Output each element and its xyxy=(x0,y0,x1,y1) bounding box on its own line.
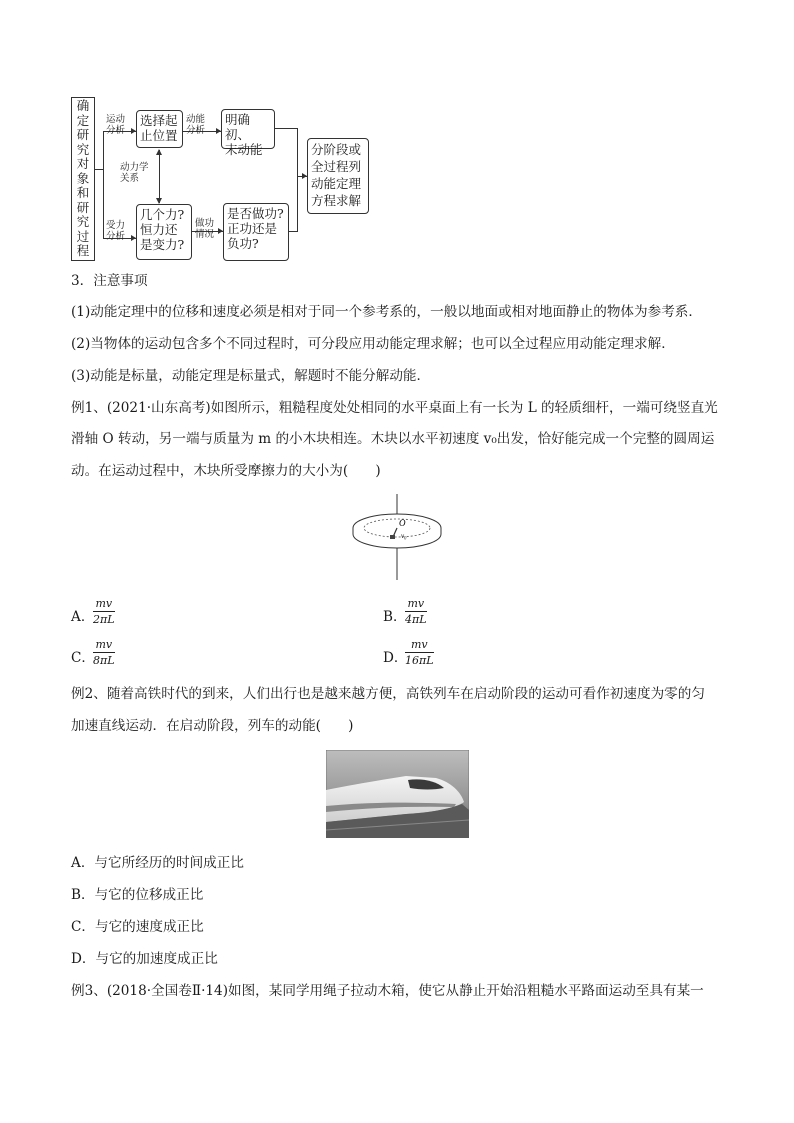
option-d-fraction: $\frac{mv}{16\pi L}$ xyxy=(405,638,434,667)
label-dynamics: 动力学 关系 xyxy=(120,162,149,184)
box-select-position: 选择起 止位置 xyxy=(136,110,183,148)
arrow-icon xyxy=(156,198,162,204)
example3-line-1: 例3、(2018·全国卷Ⅱ·14)如图，某同学用绳子拉动木箱，使它从静止开始沿粗糙水平路面运动至具有某一 xyxy=(71,983,704,999)
label-work: 做功 情况 xyxy=(195,218,215,240)
start-box-char: 确 xyxy=(76,98,90,113)
table-edge xyxy=(353,528,441,548)
example2-option-a: A．与它所经历的时间成正比 xyxy=(71,855,244,871)
start-box-char: 过 xyxy=(76,228,90,244)
start-box-char: 定 xyxy=(76,112,90,128)
example2-option-d: D．与它的加速度成正比 xyxy=(71,951,218,967)
note-3: (3)动能是标量，动能定理是标量式，解题时不能分解动能． xyxy=(71,368,431,384)
box-work: 是否做功? 正功还是 负功? xyxy=(223,203,289,261)
option-c-letter: C． xyxy=(71,650,95,666)
rotating-rod-figure xyxy=(350,494,450,582)
example1-line-1: 例1、(2021·山东高考)如图所示，粗糙程度处处相同的水平桌面上有一长为 L 的轻质细杆，一端可绕竖直光 xyxy=(71,400,718,416)
start-box-char: 研 xyxy=(76,127,90,142)
example1-line-2: 滑轴 O 转动，另一端与质量为 m 的小木块相连。木块以水平初速度 v₀出发，恰好能完成一个完整的圆周运 xyxy=(71,431,715,447)
arrow-icon xyxy=(156,149,162,155)
start-box-char: 象 xyxy=(76,170,90,186)
label-force: 受力 分析 xyxy=(106,220,126,242)
example2-option-c: C．与它的速度成正比 xyxy=(71,919,204,935)
arrow-icon xyxy=(218,228,223,234)
section-heading: 3．注意事项 xyxy=(71,273,148,289)
example2-line-1: 例2、随着高铁时代的到来，人们出行也是越来越方便，高铁列车在启动阶段的运动可看作初速度为零的匀 xyxy=(71,686,705,702)
example2-line-2: 加速直线运动．在启动阶段，列车的动能( ) xyxy=(71,718,354,734)
option-b-fraction: $\frac{mv}{4\pi L}$ xyxy=(405,597,427,626)
option-a-fraction: $\frac{mv}{2\pi L}$ xyxy=(93,597,115,626)
label-v0: v₀ xyxy=(401,532,407,540)
arrow-icon xyxy=(131,235,136,241)
note-2: (2)当物体的运动包含多个不同过程时，可分段应用动能定理求解；也可以全过程应用动能定理求解． xyxy=(71,336,675,352)
example2-option-b: B．与它的位移成正比 xyxy=(71,887,204,903)
start-box-char: 对 xyxy=(76,156,90,171)
label-ke: 动能 分析 xyxy=(186,114,206,136)
arrow-icon xyxy=(302,173,307,179)
label-o: O xyxy=(399,518,406,528)
example1-line-3: 动。在运动过程中，木块所受摩擦力的大小为( ) xyxy=(71,463,381,479)
start-box-char: 程 xyxy=(76,243,90,258)
option-c-fraction: $\frac{mv}{8\pi L}$ xyxy=(93,638,115,667)
block xyxy=(390,535,395,539)
train-image xyxy=(326,750,469,838)
box-forces: 几个力? 恒力还 是变力? xyxy=(136,204,192,260)
arrow-icon xyxy=(216,128,221,134)
start-box-char: 研 xyxy=(76,199,90,215)
box-ke: 明确初、 末动能 xyxy=(221,109,275,149)
option-a-letter: A． xyxy=(71,609,95,625)
start-box-char: 和 xyxy=(76,185,90,200)
option-b-letter: B． xyxy=(383,609,407,625)
box-final: 分阶段或 全过程列 动能定理 方程求解 xyxy=(307,138,369,214)
note-1: (1)动能定理中的位移和速度必须是相对于同一个参考系的，一般以地面或相对地面静止的物体为参考系． xyxy=(71,304,702,320)
start-box-char: 究 xyxy=(76,141,90,157)
arrow-icon xyxy=(131,128,136,134)
label-motion: 运动 分析 xyxy=(106,114,126,136)
start-box-char: 究 xyxy=(76,214,90,229)
option-d-letter: D． xyxy=(383,650,408,666)
arrowheads xyxy=(0,0,400,270)
